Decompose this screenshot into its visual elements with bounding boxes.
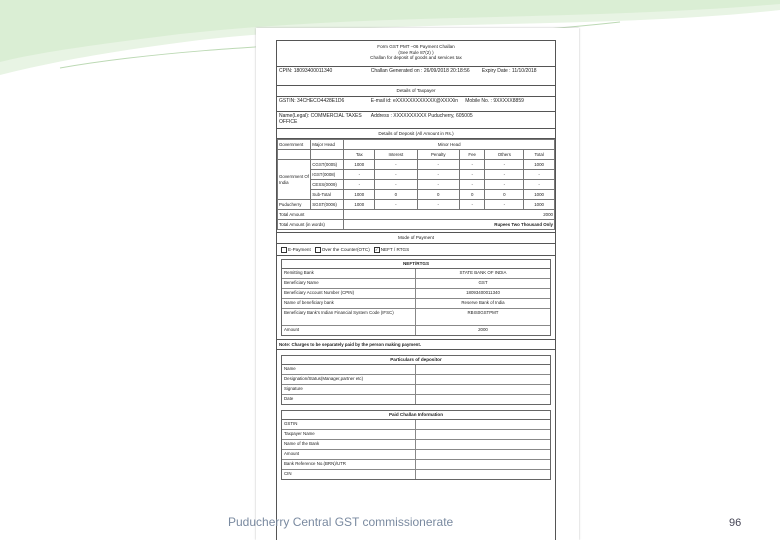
depositor-key: Signature xyxy=(282,385,416,394)
neft-row xyxy=(282,279,550,289)
depositor-value[interactable] xyxy=(416,365,550,374)
neft-key: Remitting Bank xyxy=(282,269,416,278)
paid-challan-section xyxy=(281,410,551,480)
depositor-value[interactable] xyxy=(416,395,550,404)
total-words-label: Total Amount (in words) xyxy=(278,220,344,230)
paid-value[interactable] xyxy=(416,430,550,439)
neft-row xyxy=(282,289,550,299)
cell: - xyxy=(417,160,459,170)
cell: - xyxy=(417,180,459,190)
paid-value[interactable] xyxy=(416,460,550,469)
neft-row xyxy=(282,269,550,279)
cell: - xyxy=(485,160,524,170)
depositor-value[interactable] xyxy=(416,385,550,394)
neft-row xyxy=(282,309,550,326)
depositor-header: Particulars of depositor xyxy=(282,356,550,365)
neft-key: Beneficiary Account Number (CPIN) xyxy=(282,289,416,298)
expiry-date: Expiry Date : 11/10/2018 xyxy=(481,68,537,74)
taxpayer-details-header: Details of Taxpayer xyxy=(277,86,555,97)
paid-row xyxy=(282,430,550,440)
depositor-key: Date xyxy=(282,395,416,404)
paid-value[interactable] xyxy=(416,470,550,479)
cell: - xyxy=(459,200,484,210)
epayment-checkbox[interactable] xyxy=(281,247,287,253)
cell: - xyxy=(417,200,459,210)
cell: - xyxy=(375,170,417,180)
minor-total: Total xyxy=(524,150,555,160)
cell: 1000 xyxy=(344,160,375,170)
neft-key: Beneficiary Bank's Indian Financial System Code (IFSC) xyxy=(282,309,416,325)
depositor-section xyxy=(281,355,551,405)
cell: - xyxy=(485,170,524,180)
otc-label: Over the Counter(OTC) xyxy=(321,246,370,252)
cell: - xyxy=(524,180,555,190)
title-line: Form GST PMT –06 Payment Challan xyxy=(377,44,455,49)
paid-key: Taxpayer Name xyxy=(282,430,416,439)
cell: - xyxy=(485,180,524,190)
table-row-head: CGST(0005) xyxy=(311,160,344,170)
cell: 0 xyxy=(459,190,484,200)
neft-value: 2000 xyxy=(478,326,488,332)
minor-interest: Interest xyxy=(375,150,417,160)
paid-key: Name of the Bank xyxy=(282,440,416,449)
cell: 1000 xyxy=(524,160,555,170)
title-line: (See Rule 87(2) ) xyxy=(398,49,434,55)
cpin: CPIN: 18093400011340 xyxy=(279,68,333,74)
minor-fee: Fee xyxy=(459,150,484,160)
depositor-key: Name xyxy=(282,365,416,374)
legal-name: Name(Legal): COMMERCIAL TAXES OFFICE xyxy=(279,112,362,125)
cell: 0 xyxy=(417,190,459,200)
cell: - xyxy=(485,200,524,210)
title-line: Challan for deposit of goods and services tax xyxy=(370,55,462,61)
neft-checkbox-checked[interactable]: ✓ xyxy=(375,246,379,252)
cell: 1000 xyxy=(344,190,375,200)
cell: - xyxy=(375,200,417,210)
puducherry: Puducherry xyxy=(278,200,311,210)
cell: - xyxy=(417,170,459,180)
cell: 1000 xyxy=(344,200,375,210)
gstin: GSTIN: 34CHECO4428E1D6 xyxy=(279,97,345,104)
epayment-label: E-Payment xyxy=(288,246,311,252)
neft-value: GST xyxy=(478,279,488,285)
address: Address : XXXXXXXXXX Puducherry, 605005 xyxy=(370,112,473,119)
neft-row xyxy=(282,326,550,335)
cell: 1000 xyxy=(524,190,555,200)
cell: - xyxy=(344,170,375,180)
page-number: 96 xyxy=(729,517,742,529)
paid-row xyxy=(282,470,550,479)
cell: - xyxy=(524,170,555,180)
neft-key: Amount xyxy=(282,326,416,335)
paid-row xyxy=(282,440,550,450)
col-major-head: Major Head xyxy=(311,140,344,150)
generated-on: Challan Generated on : 26/09/2018 20:18:56 xyxy=(370,68,470,74)
paid-challan-header: Paid Challan Information xyxy=(282,411,550,420)
payment-challan-form xyxy=(276,40,556,540)
table-row-head: Sub-Total xyxy=(311,190,344,200)
otc-checkbox[interactable] xyxy=(315,247,321,253)
table-row-head: IGST(0008) xyxy=(311,170,344,180)
total-amount-label: Total Amount xyxy=(278,210,344,220)
cell: 1000 xyxy=(524,200,555,210)
cpin-row xyxy=(277,67,555,86)
depositor-row xyxy=(282,375,550,385)
paid-key: Bank Reference No.(BRN)/UTR xyxy=(282,460,416,469)
col-minor-head: Minor Head xyxy=(344,140,555,150)
neft-value: Reserve Bank of India xyxy=(461,299,505,305)
mobile: Mobile No. : 9XXXXX8859 xyxy=(465,97,524,104)
neft-row xyxy=(282,299,550,309)
total-words: Rupees Two Thousand Only xyxy=(344,220,555,230)
paid-row xyxy=(282,420,550,430)
paid-key: Amount xyxy=(282,450,416,459)
neft-value: 18093400011340 xyxy=(466,289,500,295)
name-row xyxy=(277,112,555,129)
mode-of-payment-header: Mode of Payment xyxy=(277,232,555,244)
cell: - xyxy=(375,160,417,170)
paid-key: CIN xyxy=(282,470,416,479)
gstin-row xyxy=(277,97,555,112)
form-title xyxy=(277,41,555,67)
deposit-details-header: Details of Deposit (All Amount in Rs.) xyxy=(277,129,555,140)
deposit-table xyxy=(277,139,555,230)
minor-penalty: Penalty xyxy=(417,150,459,160)
depositor-row xyxy=(282,385,550,395)
challan-document xyxy=(256,28,579,540)
neft-rtgs-section xyxy=(281,259,551,336)
paid-value[interactable] xyxy=(416,420,550,429)
cell: - xyxy=(459,170,484,180)
neft-value: RBIS0GSTPMT xyxy=(467,309,499,315)
table-row-head: CESS(0009) xyxy=(311,180,344,190)
neft-key: Beneficiary Name xyxy=(282,279,416,288)
depositor-value[interactable] xyxy=(416,375,550,384)
minor-others: Others xyxy=(485,150,524,160)
table-row-head: SGST(0006) xyxy=(311,200,344,210)
paid-row xyxy=(282,450,550,460)
depositor-row xyxy=(282,395,550,404)
depositor-row xyxy=(282,365,550,375)
cell: 0 xyxy=(485,190,524,200)
govt-india: Government Of India xyxy=(278,160,311,200)
paid-value[interactable] xyxy=(416,450,550,459)
paid-row xyxy=(282,460,550,470)
paid-value[interactable] xyxy=(416,440,550,449)
cell: - xyxy=(344,180,375,190)
cell: 0 xyxy=(375,190,417,200)
neft-value: STATE BANK OF INDIA xyxy=(459,269,507,275)
cell: - xyxy=(459,160,484,170)
paid-key: GSTIN xyxy=(282,420,416,429)
cell: - xyxy=(375,180,417,190)
depositor-key: Designation/Status(Manager,partner etc) xyxy=(282,375,416,384)
neft-label: NEFT / RTGS xyxy=(380,246,410,252)
email: E-mail id: eXXXXXXXXXXXX@XXXXin xyxy=(370,97,459,104)
minor-tax: Tax xyxy=(344,150,375,160)
total-amount: 2000 xyxy=(344,210,555,220)
cell: - xyxy=(459,180,484,190)
neft-key: Name of beneficiary bank xyxy=(282,299,416,308)
neft-header: NEFT/RTGS xyxy=(282,260,550,269)
charges-note: Note: Charges to be separately paid by the person making payment. xyxy=(277,339,555,351)
footer-text: Puducherry Central GST commissionerate xyxy=(228,515,454,529)
col-government: Government xyxy=(278,140,311,150)
payment-modes xyxy=(277,244,555,256)
